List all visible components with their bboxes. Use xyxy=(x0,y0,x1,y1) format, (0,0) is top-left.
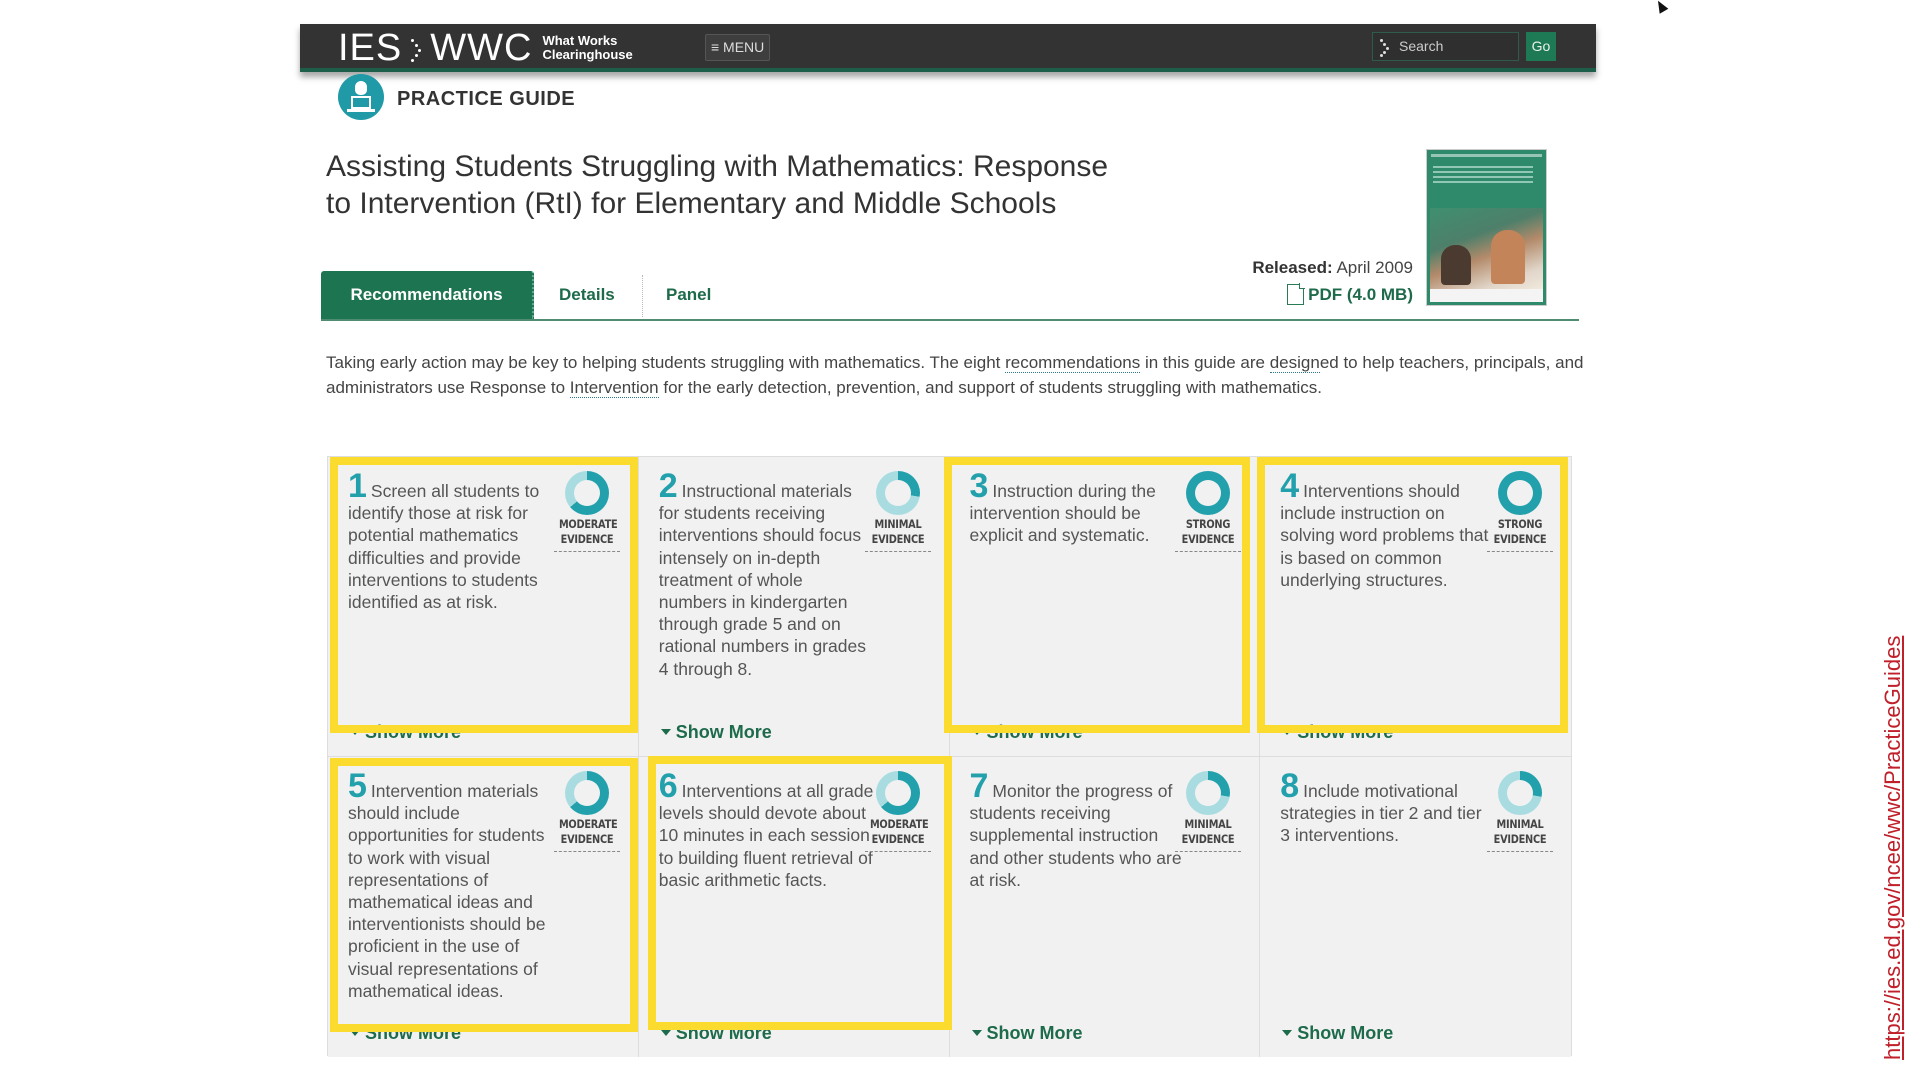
evidence-badge[interactable] xyxy=(554,471,620,552)
search-input[interactable] xyxy=(1372,32,1519,61)
evidence-label: MINIMAL EVIDENCE xyxy=(1181,817,1235,846)
recommendation-text xyxy=(969,767,1185,891)
strong-evidence-donut-icon xyxy=(1498,471,1542,515)
logo-wwc-text: WWC xyxy=(430,27,533,69)
tab-details[interactable]: Details xyxy=(559,285,615,304)
glossary-link-intervention[interactable]: Intervention xyxy=(569,377,659,397)
mouse-cursor-icon xyxy=(1654,0,1669,14)
glossary-link-design[interactable]: design xyxy=(1269,353,1320,372)
pdf-label: PDF (4.0 MB) xyxy=(1308,284,1413,304)
tab-panel[interactable]: Panel xyxy=(666,285,712,304)
search-dots-icon xyxy=(1379,38,1391,56)
recommendations-grid xyxy=(327,456,1572,1056)
cover-top-bar xyxy=(1431,154,1542,157)
strong-evidence-donut-icon xyxy=(1186,471,1230,515)
tab-divider xyxy=(642,275,643,317)
show-more-button[interactable]: Show More xyxy=(350,1023,461,1044)
show-more-button[interactable]: Show More xyxy=(350,722,461,743)
source-url-overlay[interactable]: https://ies.ed.gov/ncee/wwc/PracticeGuides xyxy=(1880,635,1905,1060)
recommendation-body: Interventions should include instruction on solving word problems that is based on common underlying structures. xyxy=(1280,481,1489,590)
recommendation-card-7[interactable] xyxy=(950,757,1261,1057)
show-more-button[interactable]: Show More xyxy=(972,722,1083,743)
logo-subtitle xyxy=(542,34,632,62)
caret-down-icon xyxy=(972,729,982,735)
recommendation-card-8[interactable] xyxy=(1260,757,1571,1057)
recommendation-number: 8 xyxy=(1280,767,1300,805)
recommendation-number: 3 xyxy=(969,467,989,505)
released-label: Released: xyxy=(1252,258,1333,277)
evidence-label: MINIMAL EVIDENCE xyxy=(871,517,924,546)
evidence-badge[interactable] xyxy=(1487,771,1553,852)
caret-down-icon xyxy=(661,729,671,735)
moderate-evidence-donut-icon xyxy=(565,771,609,815)
evidence-badge[interactable] xyxy=(554,771,620,852)
recommendation-card-4[interactable] xyxy=(1260,457,1571,757)
intro-text: for the early detection, prevention, and support of students struggling with mathematics. xyxy=(658,377,1323,397)
recommendation-number: 1 xyxy=(348,467,367,505)
evidence-badge[interactable] xyxy=(865,471,931,552)
caret-down-icon xyxy=(1282,1030,1292,1036)
logo-ies-text: IES xyxy=(338,27,403,69)
recommendation-text xyxy=(348,467,563,613)
recommendation-card-6[interactable] xyxy=(639,757,950,1057)
recommendation-number: 2 xyxy=(658,467,678,505)
show-more-button[interactable]: Show More xyxy=(1282,1023,1393,1044)
intro-text: Taking early action may be key to helping students struggling with mathematics. The eight xyxy=(326,353,1006,372)
recommendation-card-3[interactable] xyxy=(950,457,1261,757)
ies-wwc-logo[interactable] xyxy=(338,26,633,70)
recommendation-text xyxy=(969,467,1185,547)
recommendation-body: Screen all students to identify those at risk for potential mathematics difficulties and provide interventions to students identified as at risk. xyxy=(348,481,540,613)
evidence-badge[interactable] xyxy=(865,771,931,852)
evidence-label: STRONG EVIDENCE xyxy=(1493,517,1547,546)
evidence-label: MODERATE EVIDENCE xyxy=(869,817,928,846)
recommendation-text xyxy=(348,767,563,1002)
recommendation-body: Monitor the progress of students receiving supplemental instruction and other students who are at risk. xyxy=(969,781,1182,890)
recommendation-text xyxy=(1280,467,1495,591)
practice-guide-icon xyxy=(338,74,384,120)
moderate-evidence-donut-icon xyxy=(876,771,920,815)
caret-down-icon xyxy=(661,1030,671,1036)
show-more-button[interactable]: Show More xyxy=(661,722,772,743)
caret-down-icon xyxy=(350,1030,360,1036)
evidence-label: MODERATE EVIDENCE xyxy=(558,517,618,546)
recommendation-number: 4 xyxy=(1280,467,1300,505)
show-more-button[interactable]: Show More xyxy=(1282,722,1393,743)
search-go-button[interactable]: Go xyxy=(1526,32,1556,61)
laptop-base-shape xyxy=(347,109,375,112)
logo-dots-icon xyxy=(408,33,424,63)
site-header xyxy=(300,24,1596,72)
menu-button[interactable]: ≡ MENU xyxy=(705,34,770,61)
minimal-evidence-donut-icon xyxy=(1498,771,1542,815)
recommendation-number: 5 xyxy=(348,767,367,805)
intro-paragraph xyxy=(326,351,1586,400)
minimal-evidence-donut-icon xyxy=(1186,771,1230,815)
recommendation-body: Instruction during the intervention should be explicit and systematic. xyxy=(969,481,1156,546)
intro-text: ed to help teachers, principals, and administrators use Response to xyxy=(326,353,1584,397)
evidence-badge[interactable] xyxy=(1487,471,1553,552)
recommendation-text xyxy=(658,767,874,891)
recommendation-body: Intervention materials should include opportunities for students to work with visual representations of mathematical ideas and interventionists should be proficient in the use of visual representations of mathematical ideas. xyxy=(348,781,546,1001)
logo-subtitle-line2: Clearinghouse xyxy=(542,47,633,62)
recommendation-number: 7 xyxy=(969,767,989,805)
search-placeholder: Search xyxy=(1399,38,1444,54)
evidence-label: MODERATE EVIDENCE xyxy=(558,817,618,846)
show-more-button[interactable]: Show More xyxy=(661,1023,772,1044)
caret-down-icon xyxy=(350,729,360,735)
section-label: PRACTICE GUIDE xyxy=(397,88,576,110)
released-value: April 2009 xyxy=(1336,258,1413,277)
recommendation-text xyxy=(658,467,874,680)
person-head-shape xyxy=(355,81,367,95)
recommendation-text xyxy=(1280,767,1495,847)
recommendation-body: Instructional materials for students receiving interventions should focus intensely on in-depth treatment of whole numbers in kindergarten through grade 5 and on rational numbers in grades 4 through 8. xyxy=(658,481,866,679)
moderate-evidence-donut-icon xyxy=(565,471,609,515)
tab-recommendations[interactable]: Recommendations xyxy=(321,271,534,319)
evidence-badge[interactable] xyxy=(1175,471,1241,552)
recommendation-number: 6 xyxy=(658,767,678,805)
evidence-badge[interactable] xyxy=(1175,771,1241,852)
laptop-shape xyxy=(351,96,371,109)
caret-down-icon xyxy=(1282,729,1292,735)
recommendation-body: Interventions at all grade levels should devote about 10 minutes in each session to building fluent retrieval of basic arithmetic facts. xyxy=(658,781,874,890)
logo-subtitle-line1: What Works xyxy=(542,33,618,48)
cover-title-lines xyxy=(1433,166,1533,186)
minimal-evidence-donut-icon xyxy=(876,471,920,515)
guide-tabs xyxy=(321,271,1579,321)
evidence-label: MINIMAL EVIDENCE xyxy=(1493,817,1547,846)
intro-text: in this guide are xyxy=(1140,353,1270,372)
recommendation-card-2[interactable] xyxy=(639,457,950,757)
recommendation-card-1[interactable] xyxy=(328,457,639,757)
show-more-button[interactable]: Show More xyxy=(972,1023,1083,1044)
recommendation-card-5[interactable] xyxy=(328,757,639,1057)
caret-down-icon xyxy=(972,1030,982,1036)
page-title: Assisting Students Struggling with Mathematics: Response to Intervention (RtI) for Elementary and Middle Schools xyxy=(326,150,1109,220)
recommendation-body: Include motivational strategies in tier 2 and tier 3 interventions. xyxy=(1280,781,1482,846)
glossary-link-recommendations[interactable]: recommendations xyxy=(1005,353,1141,372)
evidence-label: STRONG EVIDENCE xyxy=(1181,517,1235,546)
